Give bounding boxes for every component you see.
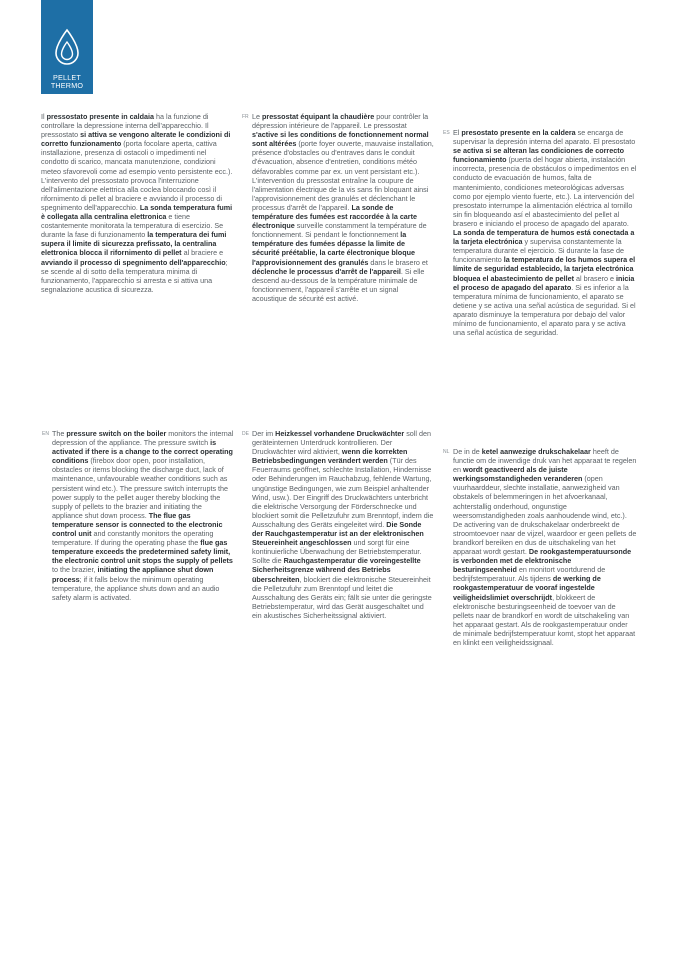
emphasis-text: de werking de rookgastemperatuur de vooraf ingestelde veiligheidslimiet overschrijdt [453,574,601,602]
body-text: El [453,128,462,137]
body-text: heeft de functie om de inwendige druk van het apparaat te regelen en [453,447,637,475]
body-text: al braciere e [181,248,224,258]
emphasis-text: presostato presente en la caldera [461,128,576,137]
emphasis-text: la temperatura dei fumi supera il limite di sicurezza prefissato, la centralina elettronica blocca il rifornimento di pellet [41,230,227,258]
section-fr-text [252,112,434,303]
body-text: dans le brasero et [368,257,428,267]
emphasis-text: De rookgastemperatuursonde is verbonden met de elektronische besturingseenheid [453,547,632,575]
section-en [42,429,234,602]
body-text: en monitort voortdurend de bedrijfstemperatuur. Als tijdens [453,565,606,584]
body-text: , blokkeert de elektronische besturingseenheid de toevoer van de pellets naar de brandkorf en wordt de uitschakeling van het apparaat gestart. Als de rookgastemperatuur onder de minimale bedrijfstemperatuur komt, stopt het apparaat en klinkt een veiligheidssignaal. [453,592,636,647]
emphasis-text: La sonda temperatura fumi è collegata alla centralina elettronica [41,202,233,222]
emphasis-text: Rauchgastemperatur die voreingestellte Sicherheitsgrenze während des Betriebs überschreiten [252,556,421,584]
body-text: soll den geräteinternen Unterdruck kontrollieren. Der Druckwächter wird aktiviert, [252,429,431,457]
section-fr [242,112,434,303]
section-de-text [252,429,434,620]
emphasis-text: Die Sonde der Rauchgastemperatur ist an der elektronischen Steuereinheit angeschlossen [252,519,424,548]
section-it [41,112,234,294]
section-es-text [453,128,637,337]
body-text: The [52,429,67,438]
body-text: (porta focolare aperta, cattiva installazione, presenza di ostacoli o impedimenti nel condotto di scarico, mancata manutenzione, condizioni meteo sfavorevoli come ad esempio vento persistente ecc.). L'intervento del pressostato provoca l'interruzione dell'alimentazione elettrica alla coclea bloccando così il rifornimento di pellet al braciere e avviando il processo di spegnimento dell'apparecchio. [41,139,233,212]
language-tag-nl: NL [443,448,450,455]
emphasis-text: la température des fumées dépasse la limite de sécurité préétablie, la carte électronique bloque l'approvisionnement des granulés [252,230,415,267]
emphasis-text: inicia el proceso de apagado del aparato [453,273,635,292]
body-text: se encarga de supervisar la depresión interna del aparato. El presostato [453,128,636,147]
body-text: Il [41,112,47,121]
body-text: , blockiert die elektronische Steuereinheit die Pelletzufuhr zum Brenntopf und leitet die Ausschaltung des Geräts ein; fällt sie unter die geringste Betriebstemperatur, wird das Gerät ausgeschaltet und ein akustisches Sicherheitssignal aktiviert. [252,574,432,620]
emphasis-text: Heizkessel vorhandene Druckwächter [275,429,405,438]
emphasis-text: La sonde de température des fumées est raccordée à la carte électronique [252,202,417,231]
emphasis-text: pressure switch on the boiler [66,429,167,438]
body-text: monitors the internal depression of the appliance. The pressure switch [52,429,234,448]
body-text: y supervisa constantemente la temperatura durante el ejercicio. Si durante la fase de funcionamiento [453,237,625,265]
emphasis-text: initiating the appliance shut down process [52,565,214,584]
emphasis-text: s'active si les conditions de fonctionnement normal sont altérées [252,130,429,149]
body-text: to the brazier, [52,565,98,575]
section-es [443,128,637,338]
section-de [242,429,434,620]
body-text: al brasero e [574,273,616,283]
badge-line-1: PELLET [53,73,81,82]
body-text: (firebox door open, poor installation, obstacles or items blocking the discharge duct, lack of maintenance, unfavourable weather conditions such as persistent wind etc.). The pressure switch interrupts the power supply to the pellet auger thereby blocking the supply of pellets to the brazier and initiating the appliance shut down process. [52,456,229,520]
body-text: . Si elle descend au-dessous de la température minimale de fonctionnement, l'appareil s'arrête et un signal acoustique de sécurité est activé. [252,266,425,303]
emphasis-text: ketel aanwezige drukschakelaar [481,447,591,456]
body-text: (porte foyer ouverte, mauvaise installation, présence d'obstacles ou d'entraves dans le conduit d'évacuation, absence d'entretien, conditions météo défavorables comme par ex. un vent persistant etc.). L'intervention du pressostat entraîne la coupure de l'alimentation électrique de la vis sans fin bloquant ainsi l'approvisionnement des granulés et déclenchant le processus d'arrêt de l'appareil. [252,139,434,212]
emphasis-text: The flue gas temperature sensor is connected to the electronic control unit [52,510,223,539]
emphasis-text: wordt geactiveerd als de juiste werkingsomstandigheden veranderen [453,465,583,484]
badge-line-2: THERMO [50,81,84,90]
section-it-text [41,112,234,294]
section-nl-text [453,447,637,647]
emphasis-text: is activated if there is a change to the correct operating conditions [52,438,233,466]
body-text: De in de [453,447,482,456]
language-tag-es: ES [443,129,450,136]
emphasis-text: pressostat équipant la chaudière [262,112,375,121]
emphasis-text: se activa si se alteran las condiciones de correcto funcionamiento [453,146,624,165]
language-tag-fr: FR [242,113,249,120]
emphasis-text: La sonda de temperatura de humos está conectada a la tarjeta electrónica [453,228,635,247]
body-text: ; se scende al di sotto della temperatura minima di funzionamento, l'apparecchio si arresta e si attiva una segnalazione acustica di sicurezza. [41,257,228,294]
section-en-text [52,429,234,602]
emphasis-text: avviando il processo di spegnimento dell'apparecchio [41,257,226,267]
product-category-badge [41,0,93,94]
emphasis-text: la temperatura de los humos supera el límite de seguridad establecido, la tarjeta electrónica bloquea el abastecimiento de pellet [453,255,636,283]
emphasis-text: wenn die korrekten Betriebsbedingungen verändert werden [252,447,408,466]
body-text: (puerta del hogar abierta, instalación incorrecta, presencia de obstáculos o impedimentos en el conducto de evacuación de humos, falta de mantenimiento, condiciones meteorológicas adversas como por ejemplo viento fuerte, etc.). La intervención del presostato interrumpe la alimentación eléctrica al tornillo sin fin bloqueando así el abastecimiento del pellet al brasero e iniciando el proceso de apagado del aparato. [453,155,637,228]
body-text: surveille constamment la température de fonctionnement. Si pendant le fonctionnement [252,221,427,240]
body-text: (Tür des Feuerraums geöffnet, schlechte Installation, Hindernisse oder Behinderungen im Rauchabzug, fehlende Wartung, ungünstige Bedingungen, wie zum Beispiel anhaltender Wind, usw.). Der Eingriff des Druckwächters unterbricht die elektrische Versorgung der Förderschnecke und blockiert somit die Pelletzufuhr zum Brenntopf, indem die Ausschaltung des Geräts eingeleitet wird. [252,456,434,529]
body-text: und sorgt für eine kontinuierliche Überwachung der Betriebstemperatur. Sollte die [252,538,422,566]
body-text: ha la funzione di controllare la depressione interna dell'apparecchio. Il pressostato [41,112,209,140]
language-tag-de: DE [242,430,249,437]
body-text: Le [252,112,262,121]
body-text: . Si es inferior a la temperatura mínima de funcionamiento, el aparato se detiene y se activa una señal acústica de seguridad. Si el aparato disminuye la temperatura por debajo del valor mínimo de funcionamiento, el aparato para y se activa una señal acústica de seguridad. [453,282,636,338]
water-drop-flame-icon [52,28,82,68]
language-tag-en: EN [42,430,49,437]
body-text: Der im [252,429,276,438]
section-nl [443,447,637,647]
emphasis-text: si attiva se vengono alterate le condizioni di corretto funzionamento [41,130,231,149]
emphasis-text: pressostato presente in caldaia [46,112,155,121]
emphasis-text: flue gas temperature exceeds the predetermined safety limit, the electronic control unit stops the supply of pellets [52,538,233,566]
body-text: ; if it falls below the minimum operating temperature, the appliance shuts down and an audio safety alarm is activated. [52,574,220,602]
body-text: (open vuurhaarddeur, slechte installatie, aanwezigheid van obstakels of belemmeringen in het afvoerkanaal, achterstallig onderhoud, ongunstige weersomstandigheden zoals aanhoudende wind, etc.). De activering van de drukschakelaar onderbreekt de stroomtoevoer naar de vijzel, waardoor er geen pellets de brandkorf bereiken en dus de uitschakeling van het apparaat wordt gestart. [453,474,637,557]
body-text: and constantly monitors the operating temperature. If during the operating phase the [52,529,214,548]
body-text: pour contrôler la dépression intérieure de l'appareil. Le pressostat [252,112,429,131]
body-text: e tiene costantemente monitorata la temperatura di esercizio. Se durante la fase di funzionamento [41,212,224,240]
emphasis-text: déclenche le processus d'arrêt de l'appareil [252,266,401,276]
